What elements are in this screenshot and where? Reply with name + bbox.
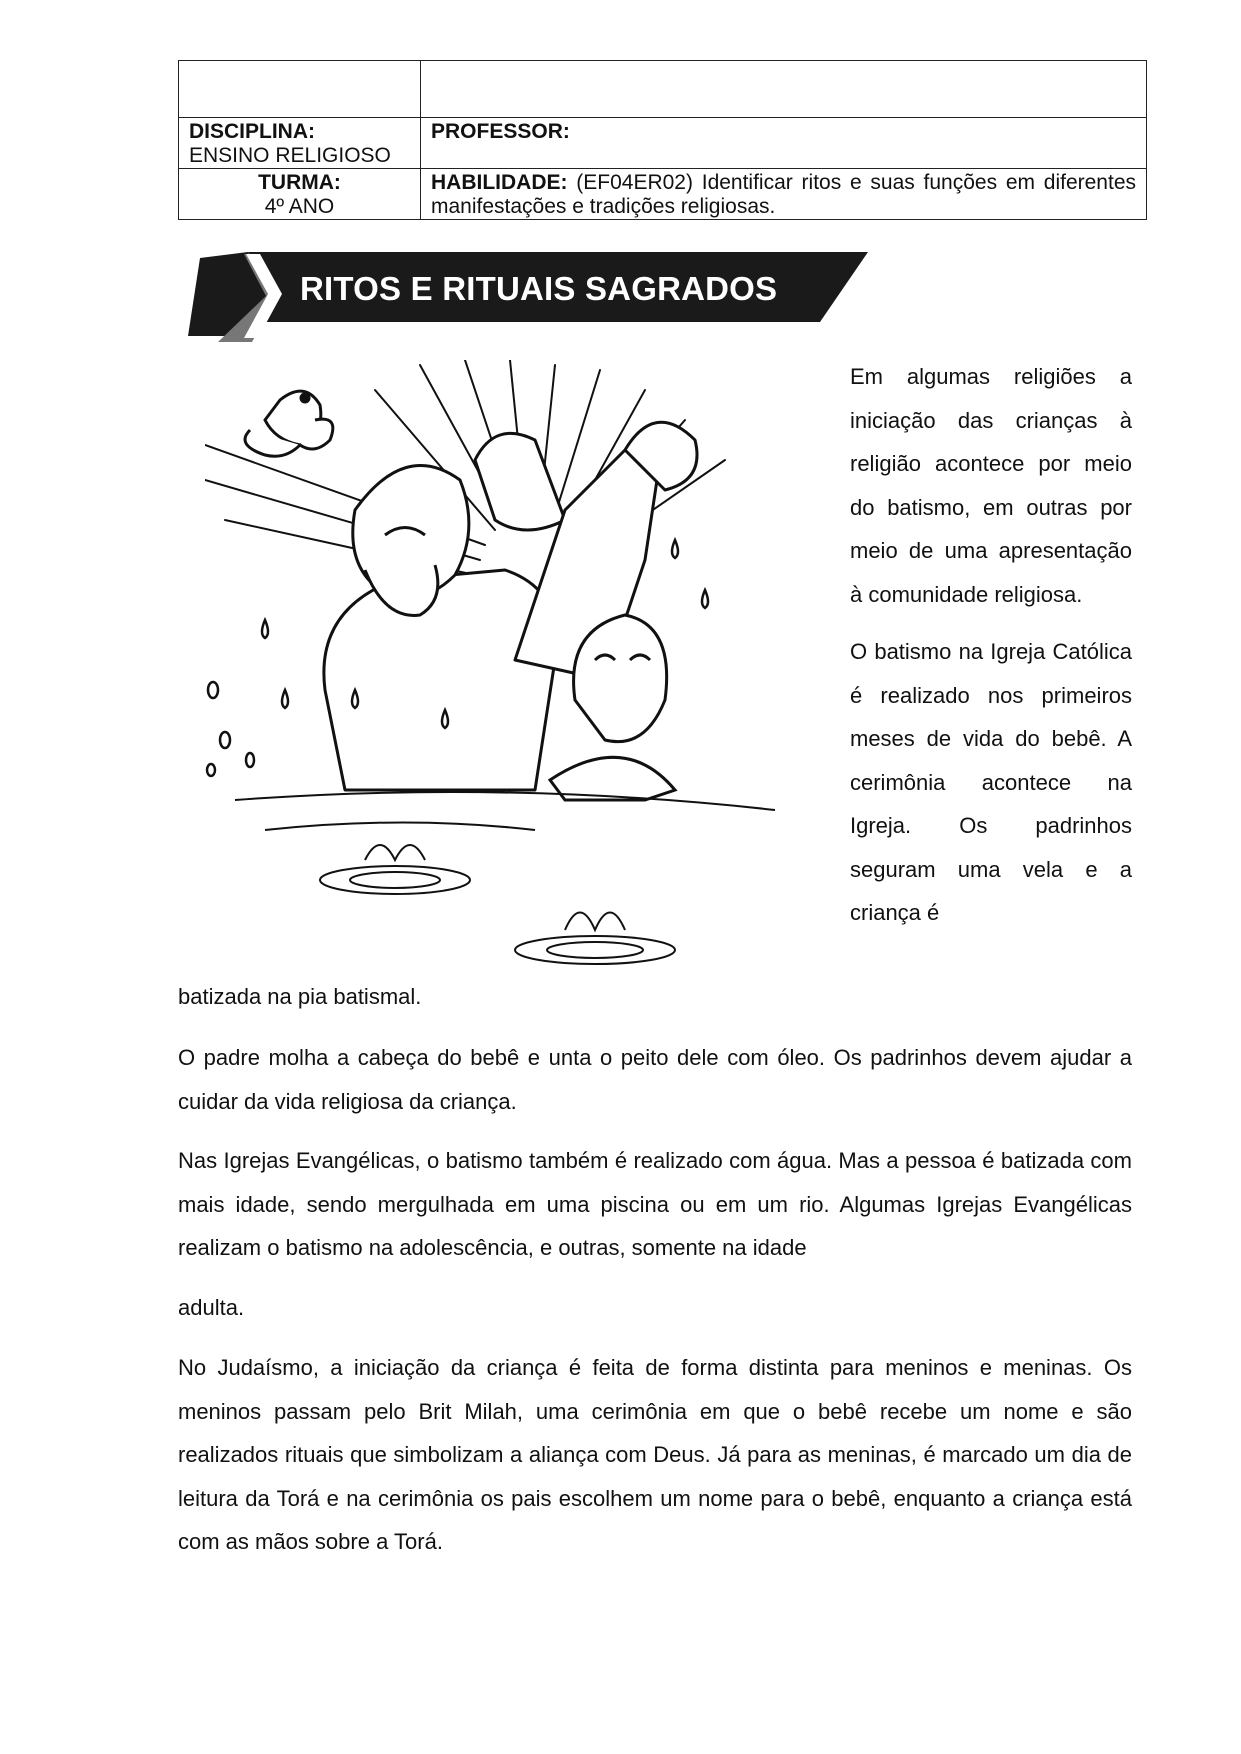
skill-text: (EF04ER02) Identificar ritos e suas funções em diferentes manifestações e tradições religiosas. [431, 171, 1136, 218]
empty-cell-right [421, 61, 1147, 118]
dove-icon [245, 391, 333, 456]
header-table [178, 60, 1147, 220]
discipline-cell [179, 118, 421, 169]
empty-cell-left [179, 61, 421, 118]
discipline-value: ENSINO RELIGIOSO [189, 144, 391, 167]
class-cell [179, 169, 421, 220]
paragraph-intro: Em algumas religiões a iniciação das crianças à religião acontece por meio do batismo, em outras por meio de uma apresentação à comunidade religiosa. [850, 364, 1132, 607]
paragraph-catholic: O batismo na Igreja Católica é realizado nos primeiros meses de vida do bebê. A cerimônia acontece na Igreja. Os padrinhos seguram uma vela e a criança é [850, 639, 1132, 925]
header-row-class [179, 169, 1147, 220]
water-ripples [235, 792, 775, 964]
paragraph-evangelical: Nas Igrejas Evangélicas, o batismo também é realizado com água. Mas a pessoa é batizada com mais idade, sendo mergulhada em uma piscina ou em um rio. Algumas Igrejas Evangélicas realizam o batismo na adolescência, e outras, somente na idade [178, 1148, 1132, 1260]
class-value: 4º ANO [264, 195, 335, 218]
header-row-discipline [179, 118, 1147, 169]
class-label: TURMA: [258, 171, 341, 194]
pastor-figure [324, 433, 565, 790]
skill-label: HABILIDADE: [431, 171, 568, 194]
paragraph-evangelical-end: adulta. [178, 1295, 245, 1320]
discipline-label: DISCIPLINA: [189, 120, 315, 143]
paragraph-priest: O padre molha a cabeça do bebê e unta o peito dele com óleo. Os padrinhos devem ajudar a cuidar da vida religiosa da criança. [178, 1045, 1132, 1114]
baptism-illustration [205, 360, 815, 985]
paragraph-judaism: No Judaísmo, a iniciação da criança é feita de forma distinta para meninos e meninas. Os meninos passam pelo Brit Milah, uma cerimônia em que o bebê recebe um nome e são realizados rituais que simbolizam a aliança com Deus. Já para as meninas, é marcado um dia de leitura da Torá e na cerimônia os pais escolhem um nome para o bebê, enquanto a criança está com as mãos sobre a Torá. [178, 1355, 1132, 1554]
paragraph-catholic-end: batizada na pia batismal. [178, 984, 422, 1009]
header-empty-row [179, 61, 1147, 118]
wrap-column [850, 355, 1132, 949]
skill-cell [421, 169, 1147, 220]
professor-label: PROFESSOR: [431, 120, 570, 143]
page-title: RITOS E RITUAIS SAGRADOS [300, 270, 778, 307]
professor-cell [421, 118, 1147, 169]
